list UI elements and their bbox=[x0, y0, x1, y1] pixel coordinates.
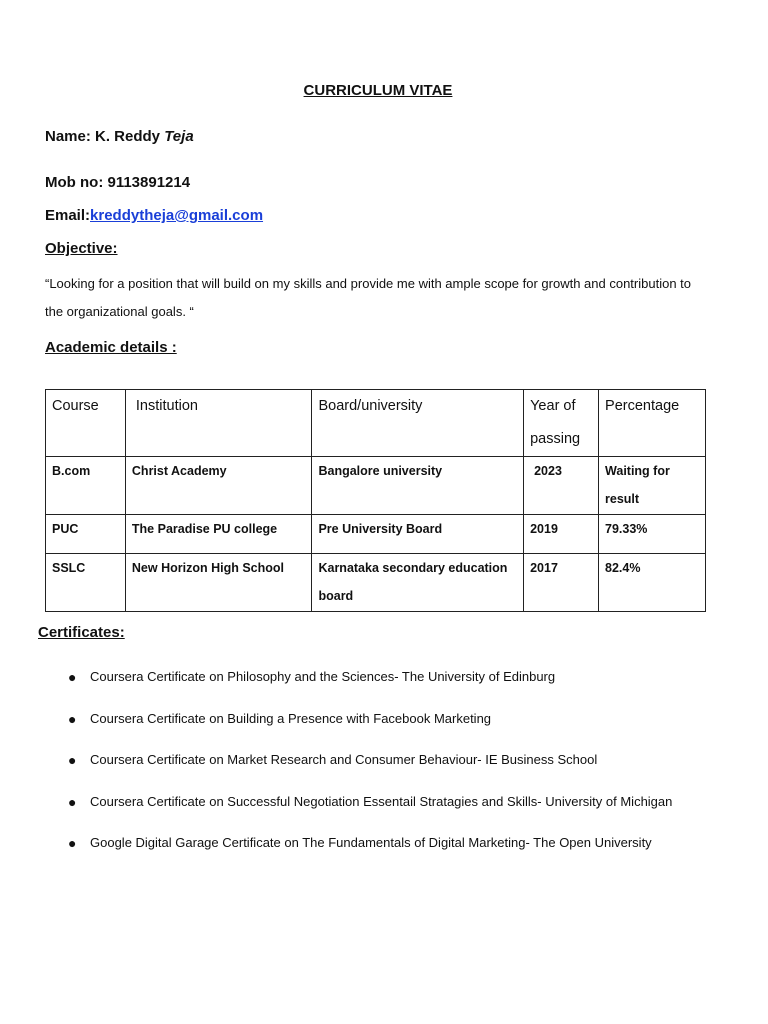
cell-course: PUC bbox=[46, 515, 126, 554]
table-row bbox=[46, 554, 706, 612]
cell-course: B.com bbox=[46, 457, 126, 515]
certificate-text: Coursera Certificate on Building a Presence with Facebook Marketing bbox=[90, 710, 492, 726]
list-item bbox=[68, 828, 672, 870]
name-label: Name: K. Reddy bbox=[45, 128, 165, 145]
cell-institution: New Horizon High School bbox=[125, 554, 312, 612]
table-header-row bbox=[46, 390, 706, 457]
name-italic: Teja bbox=[164, 128, 194, 145]
cell-year: 2019 bbox=[524, 515, 599, 554]
header-board: Board/university bbox=[312, 390, 524, 457]
objective-text: “Looking for a position that will build on my skills and provide me with ample scope for growth and contribution to the organizational goals. “ bbox=[45, 276, 692, 319]
email-link[interactable]: kreddytheja@gmail.com bbox=[90, 207, 264, 224]
certificate-text: Coursera Certificate on Successful Negotiation Essentail Stratagies and Skills- University of Michigan bbox=[90, 793, 673, 809]
bullet-icon: ● bbox=[68, 710, 77, 727]
mobile-number: Mob no: 9113891214 bbox=[45, 174, 191, 191]
cell-year: 2023 bbox=[524, 457, 599, 515]
academic-heading: Academic details : bbox=[45, 339, 177, 356]
bullet-icon: ● bbox=[68, 793, 77, 810]
certificate-text: Coursera Certificate on Philosophy and the Sciences- The University of Edinburg bbox=[90, 669, 556, 684]
email-line bbox=[45, 207, 263, 224]
table-row bbox=[46, 457, 706, 515]
certificate-text: Google Digital Garage Certificate on The Fundamentals of Digital Marketing- The Open University bbox=[90, 835, 652, 850]
cell-course: SSLC bbox=[46, 554, 126, 612]
bullet-icon: ● bbox=[68, 835, 77, 851]
cell-board: Bangalore university bbox=[312, 457, 524, 515]
list-item bbox=[68, 787, 673, 829]
certificates-list bbox=[45, 662, 672, 870]
certificate-text: Coursera Certificate on Market Research and Consumer Behaviour- IE Business School bbox=[90, 752, 598, 767]
header-course: Course bbox=[46, 390, 126, 457]
cell-board: Karnataka secondary education board bbox=[312, 554, 524, 612]
header-percentage: Percentage bbox=[599, 390, 706, 457]
header-institution: Institution bbox=[125, 390, 312, 457]
cell-percentage: 79.33% bbox=[599, 515, 706, 554]
header-year: Year of passing bbox=[524, 390, 599, 457]
document-title: CURRICULUM VITAE bbox=[303, 82, 453, 99]
cell-board: Pre University Board bbox=[312, 515, 524, 554]
cell-institution: The Paradise PU college bbox=[125, 515, 312, 554]
bullet-icon: ● bbox=[68, 752, 77, 768]
cell-institution: Christ Academy bbox=[125, 457, 312, 515]
candidate-name bbox=[45, 128, 194, 145]
email-label: Email: bbox=[45, 207, 91, 224]
list-item bbox=[68, 662, 672, 704]
bullet-icon: ● bbox=[68, 669, 77, 685]
cell-percentage: Waiting for result bbox=[599, 457, 706, 515]
cell-percentage: 82.4% bbox=[599, 554, 706, 612]
list-item bbox=[68, 704, 672, 746]
list-item bbox=[68, 745, 672, 787]
objective-heading: Objective: bbox=[45, 240, 118, 257]
academic-table bbox=[45, 389, 706, 612]
certificates-heading: Certificates: bbox=[38, 624, 125, 641]
cell-year: 2017 bbox=[524, 554, 599, 612]
table-row bbox=[46, 515, 706, 554]
